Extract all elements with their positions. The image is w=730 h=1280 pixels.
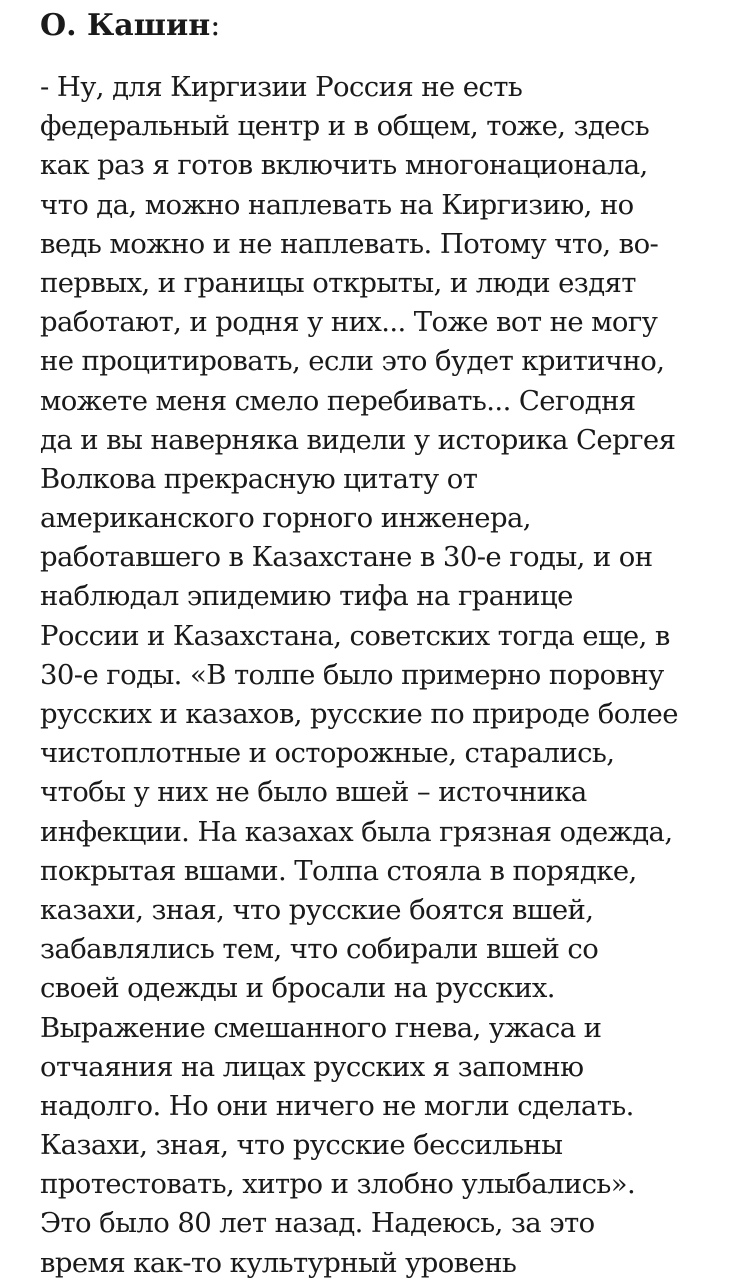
text-line: чтобы у них не было вшей – источника	[40, 776, 587, 809]
speaker-heading	[40, 6, 220, 46]
text-line: 30-е годы. «В толпе было примерно поровну	[40, 658, 664, 691]
text-line: первых, и границы открыты, и люди ездят	[40, 266, 636, 299]
text-line: Выражение смешанного гнева, ужаса и	[40, 1011, 602, 1044]
text-line: чистоплотные и осторожные, старались,	[40, 737, 615, 770]
speaker-name: О. Кашин	[40, 8, 211, 43]
text-line: русских и казахов, русские по природе более	[40, 698, 678, 730]
text-line: как раз я готов включить многонационала,	[40, 149, 648, 182]
text-line: надолго. Но они ничего не могли сделать.	[40, 1089, 634, 1122]
text-line: забавлялись тем, что собирали вшей со	[40, 933, 599, 966]
text-line: что да, можно наплевать на Киргизию, но	[40, 188, 634, 221]
text-line: отчаяния на лицах русских я запомню	[40, 1050, 584, 1083]
text-line: - Ну, для Киргизии Россия не есть	[40, 71, 523, 103]
text-line: Это было 80 лет назад. Надеюсь, за это	[40, 1207, 595, 1240]
text-line: инфекции. На казахах была грязная одежда,	[40, 815, 673, 848]
text-line: да и вы наверняка видели у историка Сергея	[40, 423, 676, 456]
text-line: Казахи, зная, что русские бессильны	[40, 1129, 563, 1162]
text-line: своей одежды и бросали на русских.	[40, 972, 555, 1005]
text-line: протестовать, хитро и злобно улыбались».	[40, 1168, 636, 1201]
speaker-colon: :	[210, 8, 221, 43]
text-line: можете меня смело перебивать... Сегодня	[40, 384, 636, 417]
quote-paragraph	[40, 68, 710, 1280]
text-line: наблюдал эпидемию тифа на границе	[40, 580, 573, 613]
text-line: казахи, зная, что русские боятся вшей,	[40, 893, 594, 926]
text-line: покрытая вшами. Толпа стояла в порядке,	[40, 854, 637, 887]
text-line: работают, и родня у них... Тоже вот не могу	[40, 306, 658, 339]
text-line: время как-то культурный уровень	[40, 1246, 517, 1279]
text-line: России и Казахстана, советских тогда еще, в	[40, 619, 670, 652]
text-line: ведь можно и не наплевать. Потому что, во-	[40, 227, 659, 260]
text-line: Волкова прекрасную цитату от	[40, 462, 478, 495]
text-line: федеральный центр и в общем, тоже, здесь	[40, 110, 650, 143]
text-line: американского горного инженера,	[40, 502, 531, 535]
text-line: не процитировать, если это будет критично,	[40, 345, 665, 378]
text-line: работавшего в Казахстане в 30-е годы, и он	[40, 541, 653, 574]
